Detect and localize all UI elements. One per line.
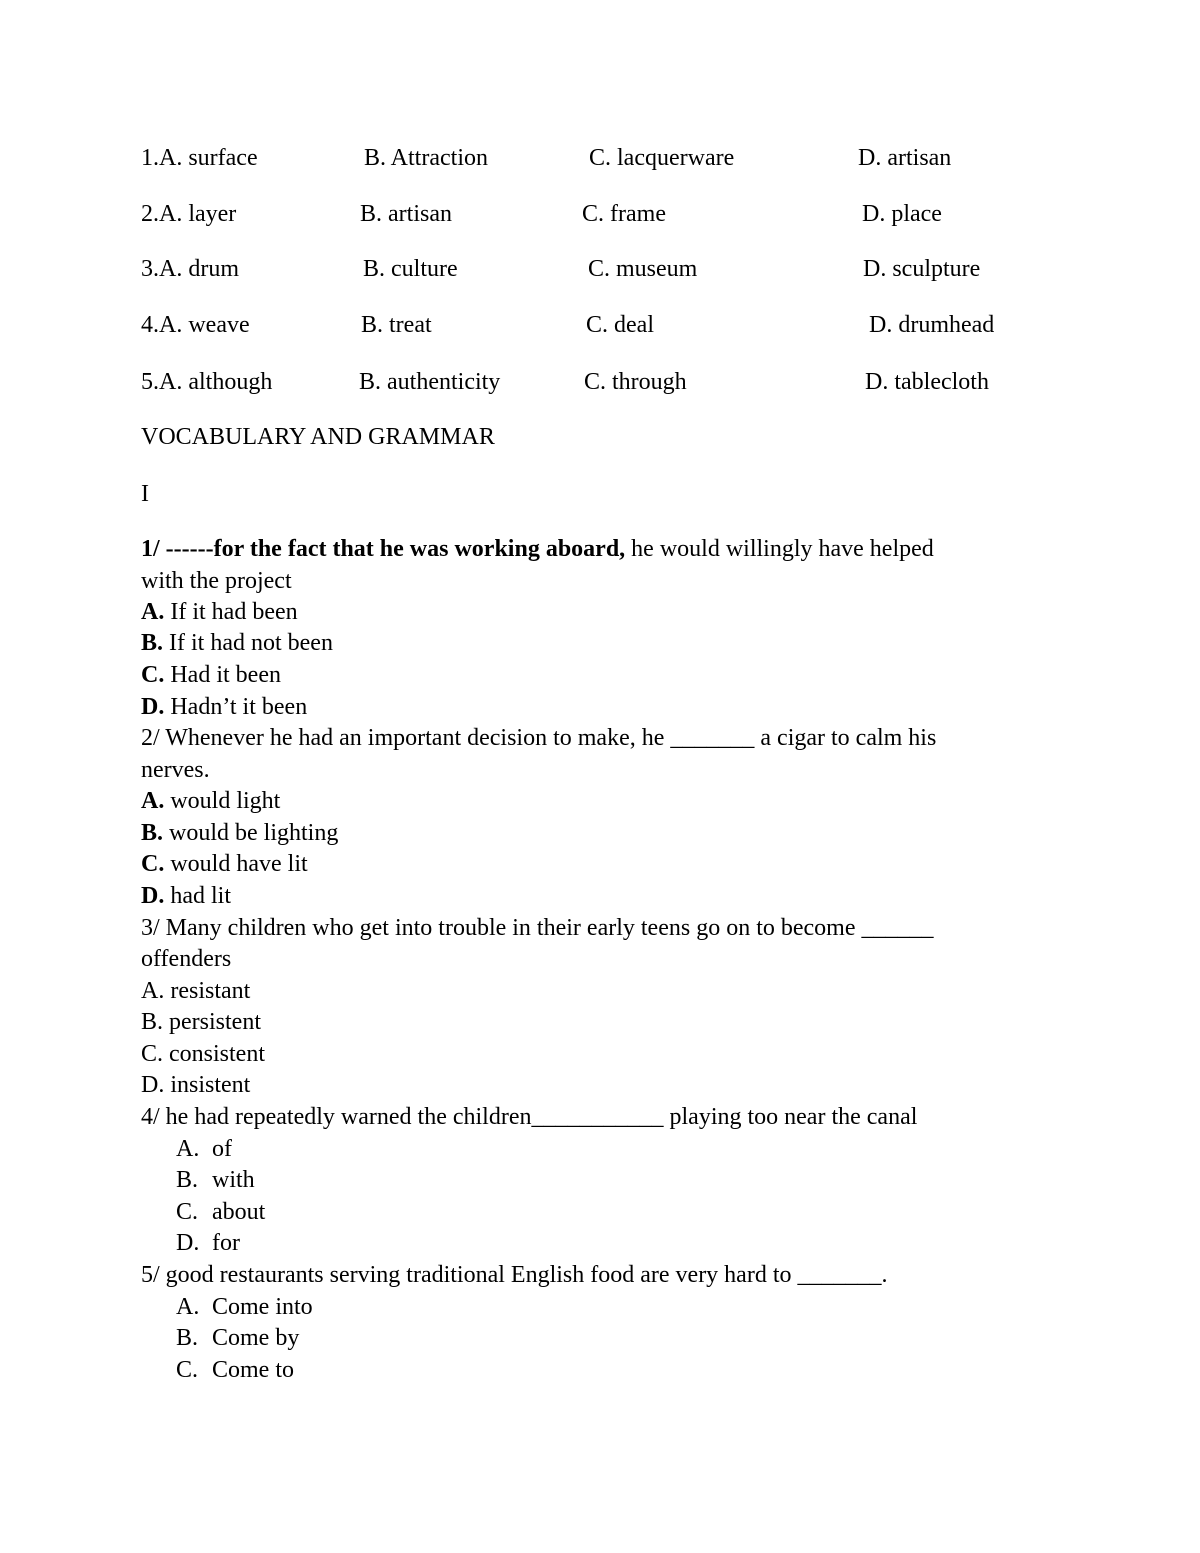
question-5-option-c <box>176 1354 294 1386</box>
option-text: would have lit <box>164 851 308 877</box>
option-text: If it had not been <box>163 630 333 656</box>
option-a: 3.A. drum <box>141 256 239 282</box>
option-d: D. drumhead <box>869 312 995 338</box>
option-letter: A. <box>176 1136 200 1162</box>
option-text: Come into <box>212 1294 313 1320</box>
question-2-stem: 2/ Whenever he had an important decision to make, he _______ a cigar to calm his <box>141 725 937 751</box>
section-number: I <box>141 481 149 507</box>
question-4-option-d <box>176 1227 240 1259</box>
question-4-stem: 4/ he had repeatedly warned the children___________ playing too near the canal <box>141 1104 918 1130</box>
option-d: D. tablecloth <box>865 369 989 395</box>
option-text: If it had been <box>164 599 298 625</box>
option-text: had lit <box>164 883 231 909</box>
option-text: would be lighting <box>163 820 339 846</box>
option-b: B. treat <box>361 312 432 338</box>
option-c: C. through <box>584 369 687 395</box>
option-letter: A. <box>141 788 165 814</box>
question-3-stem-line2: offenders <box>141 946 232 972</box>
section-title: VOCABULARY AND GRAMMAR <box>141 424 495 450</box>
option-a: 2.A. layer <box>141 201 237 227</box>
option-letter: C. <box>141 851 165 877</box>
pronunciation-row-3 <box>0 253 1200 285</box>
option-letter: D. <box>141 694 165 720</box>
option-letter: B. <box>176 1167 199 1193</box>
question-1-stem-rest: he would willingly have helped <box>625 536 934 562</box>
option-text: Hadn’t it been <box>164 694 308 720</box>
pronunciation-row-4 <box>0 309 1200 341</box>
option-d: D. place <box>862 201 942 227</box>
question-5-option-b <box>176 1322 299 1354</box>
pronunciation-row-2 <box>0 198 1200 230</box>
option-c: C. museum <box>588 256 698 282</box>
question-3-option-b: B. persistent <box>141 1009 261 1035</box>
option-b: B. Attraction <box>364 145 488 171</box>
option-letter: A. <box>176 1294 200 1320</box>
option-letter: C. <box>141 662 165 688</box>
question-2-option-a <box>141 785 280 817</box>
option-text: Come to <box>212 1357 294 1383</box>
option-letter: B. <box>141 820 164 846</box>
option-letter: D. <box>176 1230 200 1256</box>
option-letter: C. <box>176 1199 199 1225</box>
option-d: D. artisan <box>858 145 952 171</box>
option-text: with <box>212 1167 255 1193</box>
option-d: D. sculpture <box>863 256 981 282</box>
pronunciation-row-5 <box>0 366 1200 398</box>
option-text: would light <box>164 788 281 814</box>
option-b: B. authenticity <box>359 369 501 395</box>
question-2-stem-line2: nerves. <box>141 757 210 783</box>
option-b: B. culture <box>363 256 458 282</box>
question-2-option-d <box>141 880 231 912</box>
option-text: Come by <box>212 1325 300 1351</box>
question-4-option-a <box>176 1133 232 1165</box>
option-a: 1.A. surface <box>141 145 258 171</box>
question-5-stem: 5/ good restaurants serving traditional English food are very hard to _______. <box>141 1262 888 1288</box>
question-4-option-b <box>176 1164 255 1196</box>
option-a: 4.A. weave <box>141 312 250 338</box>
option-c: C. deal <box>586 312 654 338</box>
option-c: C. frame <box>582 201 666 227</box>
question-2-option-b <box>141 817 338 849</box>
option-text: Had it been <box>164 662 281 688</box>
pronunciation-row-1 <box>0 142 1200 174</box>
question-5-option-a <box>176 1291 313 1323</box>
question-3-stem: 3/ Many children who get into trouble in their early teens go on to become ______ <box>141 915 934 941</box>
question-3-option-a: A. resistant <box>141 978 251 1004</box>
option-letter: C. <box>176 1357 199 1383</box>
option-c: C. lacquerware <box>589 145 735 171</box>
question-1-option-a <box>141 596 298 628</box>
option-a: 5.A. although <box>141 369 273 395</box>
question-1-option-c <box>141 659 281 691</box>
option-text: about <box>212 1199 266 1225</box>
question-3-option-d: D. insistent <box>141 1072 251 1098</box>
option-letter: A. <box>141 599 165 625</box>
option-text: for <box>212 1230 240 1256</box>
question-1-option-b <box>141 627 333 659</box>
question-2-option-c <box>141 848 308 880</box>
question-1-stem <box>141 533 934 565</box>
question-4-option-c <box>176 1196 265 1228</box>
option-b: B. artisan <box>360 201 452 227</box>
question-3-option-c: C. consistent <box>141 1041 265 1067</box>
option-text: of <box>212 1136 232 1162</box>
option-letter: B. <box>176 1325 199 1351</box>
option-letter: B. <box>141 630 164 656</box>
question-1-stem-line2: with the project <box>141 568 292 594</box>
question-1-stem-bold: 1/ ------for the fact that he was working aboard, <box>141 536 626 562</box>
question-1-option-d <box>141 691 307 723</box>
option-letter: D. <box>141 883 165 909</box>
